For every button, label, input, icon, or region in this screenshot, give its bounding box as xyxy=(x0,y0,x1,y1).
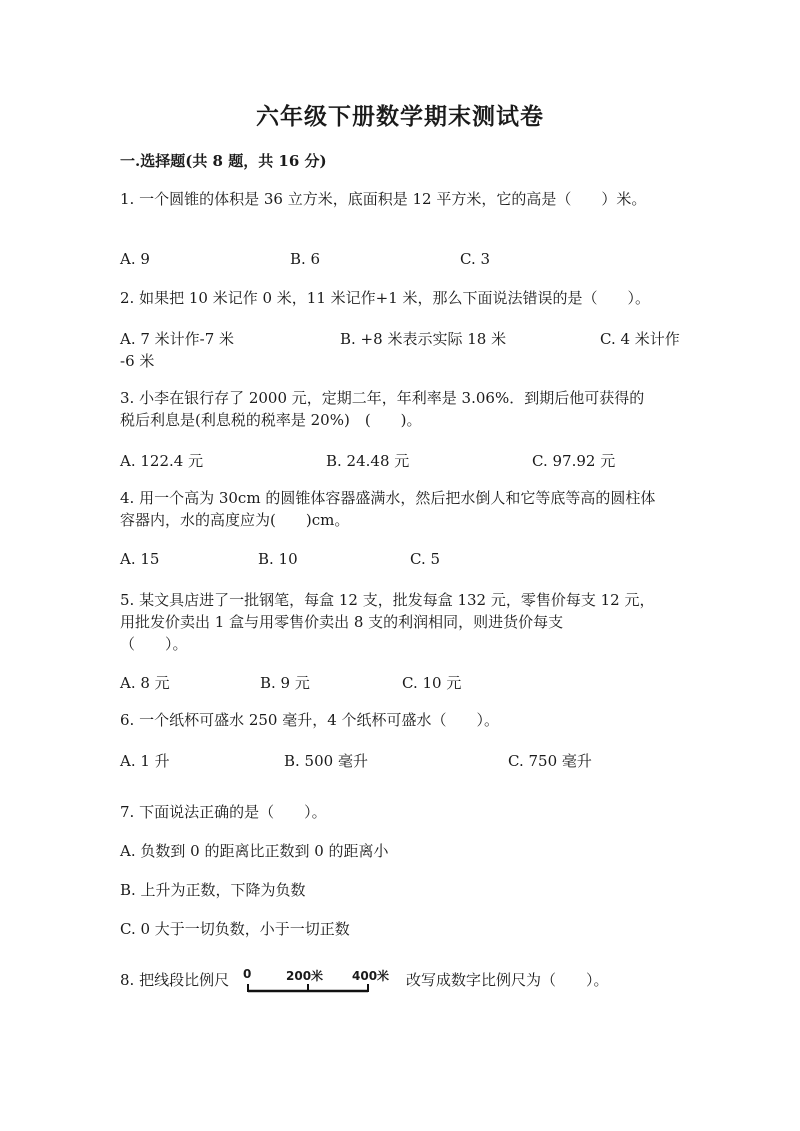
question-2-option-c[interactable]: C. 4 米计作 xyxy=(600,330,680,348)
question-4-option-b[interactable]: B. 10 xyxy=(258,550,298,568)
question-2-option-b[interactable]: B. +8 米表示实际 18 米 xyxy=(340,330,507,348)
question-1-option-a[interactable]: A. 9 xyxy=(120,250,150,268)
question-6-text: 6. 一个纸杯可盛水 250 毫升，4 个纸杯可盛水（ ）。 xyxy=(120,711,500,729)
question-3-option-a[interactable]: A. 122.4 元 xyxy=(120,452,204,470)
scale-label-200: 200米 xyxy=(286,969,324,983)
question-3-text-line-2: 税后利息是(利息税的税率是 20%) ( )。 xyxy=(120,411,422,429)
question-4-option-c[interactable]: C. 5 xyxy=(410,550,441,568)
question-2-text: 2. 如果把 10 米记作 0 米，11 米记作+1 米，那么下面说法错误的是（ ）。 xyxy=(120,289,651,307)
question-5-text-line-3: （ ）。 xyxy=(120,635,188,653)
question-6-option-a[interactable]: A. 1 升 xyxy=(120,752,170,770)
page-title: 六年级下册数学期末测试卷 xyxy=(256,103,544,130)
question-3-option-b[interactable]: B. 24.48 元 xyxy=(326,452,410,470)
question-4-option-a[interactable]: A. 15 xyxy=(120,550,160,568)
question-6-option-b[interactable]: B. 500 毫升 xyxy=(284,752,368,770)
question-4-text-line-1: 4. 用一个高为 30cm 的圆锥体容器盛满水，然后把水倒人和它等底等高的圆柱体 xyxy=(120,489,656,507)
question-5-option-b[interactable]: B. 9 元 xyxy=(260,674,310,692)
question-5-text-line-2: 用批发价卖出 1 盒与用零售价卖出 8 支的利润相同，则进货价每支 xyxy=(120,613,564,631)
question-7-option-a[interactable]: A. 负数到 0 的距离比正数到 0 的距离小 xyxy=(120,842,389,860)
question-7-text: 7. 下面说法正确的是（ ）。 xyxy=(120,803,327,821)
line-segment-scale-bar xyxy=(240,964,390,998)
question-1-option-c[interactable]: C. 3 xyxy=(460,250,491,268)
question-3-text-line-1: 3. 小李在银行存了 2000 元，定期二年，年利率是 3.06%．到期后他可获得的 xyxy=(120,389,645,407)
question-7-option-b[interactable]: B. 上升为正数，下降为负数 xyxy=(120,881,306,899)
scale-label-400: 400米 xyxy=(352,969,390,983)
question-5-text-line-1: 5. 某文具店进了一批钢笔，每盒 12 支，批发每盒 132 元，零售价每支 12 元， xyxy=(120,591,655,609)
question-1-text: 1. 一个圆锥的体积是 36 立方米，底面积是 12 平方米，它的高是（ ）米。 xyxy=(120,190,647,208)
question-3-option-c[interactable]: C. 97.92 元 xyxy=(532,452,616,470)
question-4-text-line-2: 容器内，水的高度应为( )cm。 xyxy=(120,511,350,529)
question-2-option-c-continued: -6 米 xyxy=(120,352,155,370)
question-5-option-c[interactable]: C. 10 元 xyxy=(402,674,462,692)
question-7-option-c[interactable]: C. 0 大于一切负数，小于一切正数 xyxy=(120,920,350,938)
scale-label-0: 0 xyxy=(243,967,252,981)
question-5-option-a[interactable]: A. 8 元 xyxy=(120,674,170,692)
question-8-text-end: 改写成数字比例尺为（ ）。 xyxy=(406,971,609,989)
question-8-text-start: 8. 把线段比例尺 xyxy=(120,971,230,989)
section-heading: 一.选择题(共 8 题，共 16 分) xyxy=(120,152,327,170)
question-1-option-b[interactable]: B. 6 xyxy=(290,250,321,268)
question-6-option-c[interactable]: C. 750 毫升 xyxy=(508,752,592,770)
question-2-option-a[interactable]: A. 7 米计作-7 米 xyxy=(120,330,235,348)
scale-bar-line xyxy=(240,982,390,996)
